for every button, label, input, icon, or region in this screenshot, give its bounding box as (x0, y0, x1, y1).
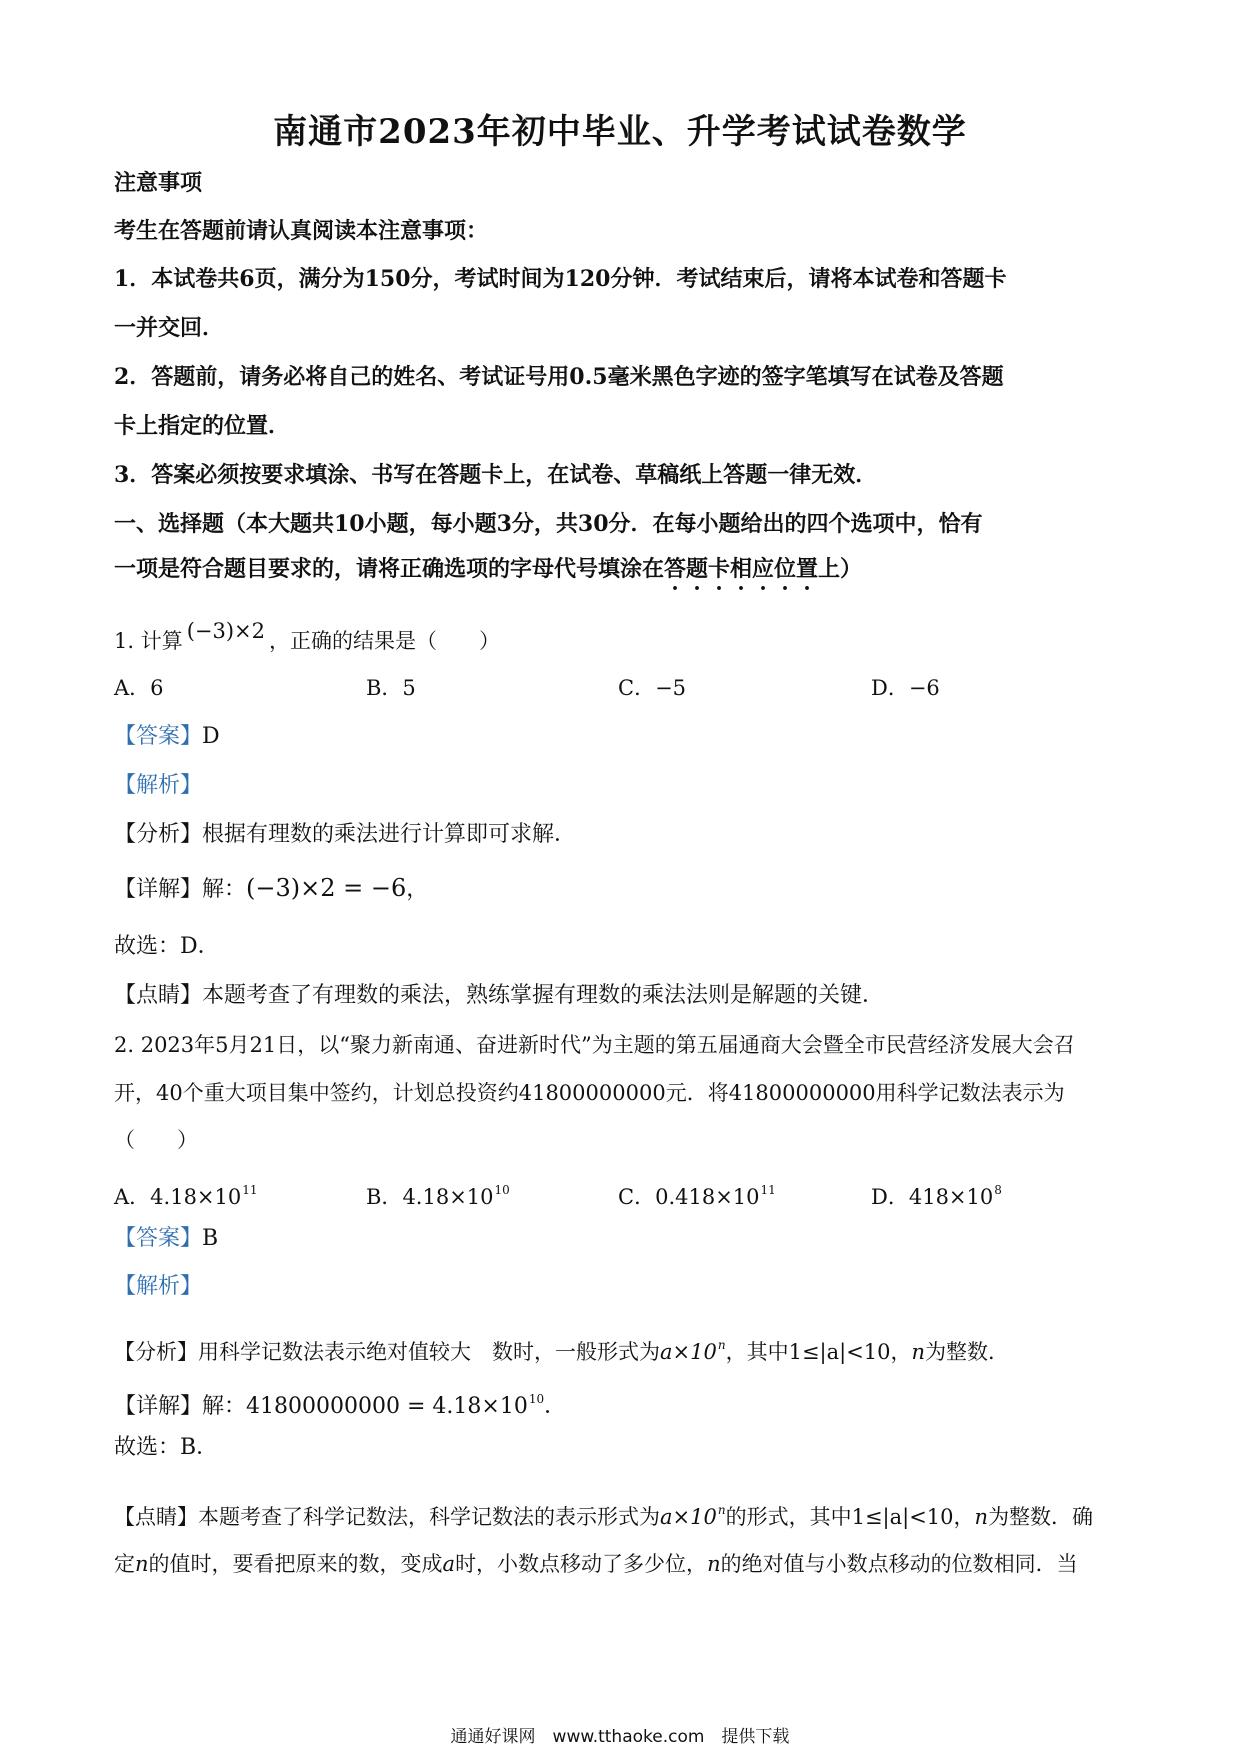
q2-xiangjie-expression: 41800000000 = 4.18×10 (246, 1394, 528, 1419)
q2-xiangjie-tag: 【详解】 (114, 1394, 203, 1419)
q1-detail (114, 873, 1134, 905)
q1-dianjing-text: 本题考查了有理数的乘法，熟练掌握有理数的乘法法则是解题的关键． (202, 983, 885, 1008)
q2-xiangjie-pre: 解： (202, 1394, 247, 1419)
notice-item-1-line-2: 一并交回． (114, 315, 225, 341)
q2-option-b (366, 1175, 510, 1212)
q2-option-a-exp: 11 (242, 1183, 258, 1197)
q2-option-b-label: B． (366, 1185, 403, 1209)
section-1-heading-line-2 (114, 554, 1134, 595)
notice-item-1-line-1: 1．本试卷共6页，满分为150分，考试时间为120分钟．考试结束后，请将本试卷和答题卡 (114, 266, 1007, 292)
notice-item-2-line-2: 卡上指定的位置． (114, 413, 291, 439)
q2-dianjing-b-a: a (442, 1552, 456, 1576)
q2-comment-line-1 (114, 1495, 1134, 1532)
notice-item-3: 3．答案必须按要求填涂、书写在答题卡上，在试卷、草稿纸上答题一律无效． (114, 462, 878, 488)
q2-fenxi-post: 为整数． (925, 1340, 1010, 1364)
page-title: 南通市2023年初中毕业、升学考试试卷数学 (273, 112, 967, 152)
q2-option-b-exp: 10 (494, 1183, 510, 1197)
q2-option-c-label: C． (618, 1185, 656, 1209)
q1-jiexi-tag: 【解析】 (114, 773, 203, 798)
q2-dianjing-b-1: 定 (114, 1552, 135, 1576)
q1-option-d: D．−6 (871, 676, 940, 700)
q2-answer (114, 1224, 1134, 1254)
q2-dianjing-b-3: 时，小数点移动了多少位， (455, 1552, 708, 1576)
q2-fenxi-sep: ， (890, 1340, 912, 1364)
q2-dianjing-a-mid: 的形式，其中 (725, 1505, 852, 1529)
q2-option-a (114, 1175, 258, 1212)
q2-fenxi-form-exp: n (717, 1338, 726, 1352)
q2-option-d (871, 1175, 1002, 1212)
q2-conclusion: 故选：B． (114, 1435, 219, 1460)
section-1-line-2-pre: 一项是符合题目要求的，请将正确选项的字母代号填涂在 (114, 556, 665, 582)
q2-option-d-base: 418×10 (908, 1185, 994, 1209)
q1-answer-value: D (202, 724, 220, 749)
q1-xiangjie-post: ， (406, 877, 429, 902)
question-1-stem (114, 619, 1134, 656)
q2-xiangjie-post: ． (544, 1394, 567, 1419)
q2-dianjing-b-n2: n (707, 1552, 721, 1576)
q1-fenxi-text: 根据有理数的乘法进行计算即可求解． (202, 822, 577, 847)
notice-intro: 考生在答题前请认真阅读本注意事项： (114, 218, 489, 244)
question-2-stem-line-2: 开，40个重大项目集中签约，计划总投资约41800000000元．将41800000000用科学记数法表示为 (114, 1081, 1065, 1105)
q2-dianjing-a-range: 1≤|a|<10 (851, 1505, 954, 1529)
q2-fenxi-mid: ，其中 (725, 1340, 789, 1364)
q2-jiexi-tag: 【解析】 (114, 1274, 203, 1299)
q2-dianjing-a-pre: 本题考查了科学记数法，科学记数法的表示形式为 (198, 1505, 660, 1529)
q2-dianjing-a-n: n (974, 1505, 989, 1529)
q2-dianjing-a-form: a×10 (660, 1505, 717, 1529)
notice-item-2-line-1: 2．答题前，请务必将自己的姓名、考试证号用0.5毫米黑色字迹的签字笔填写在试卷及答题 (114, 364, 1004, 390)
q1-conclusion: 故选：D． (114, 934, 220, 959)
q2-dianjing-b-2: 的值时，要看把原来的数，变成 (148, 1552, 443, 1576)
q2-xiangjie-exp: 10 (528, 1392, 545, 1406)
q1-prefix: 1. 计算 (114, 629, 183, 653)
q1-answer (114, 722, 1134, 752)
q1-suffix: ，正确的结果是（ ） (269, 629, 501, 653)
q2-option-c-base: 0.418×10 (655, 1185, 760, 1209)
q2-dianjing-b-n: n (135, 1552, 149, 1576)
q2-comment-line-2 (114, 1549, 1134, 1579)
q1-xiangjie-expression: (−3)×2 = −6 (246, 874, 407, 902)
question-2-stem-line-1: 2. 2023年5月21日，以“聚力新南通、奋进新时代”为主题的第五届通商大会暨全市民营经济发展大会召 (114, 1033, 1075, 1057)
question-2-stem-line-3: （ ） (114, 1128, 198, 1152)
q2-option-d-exp: 8 (994, 1183, 1002, 1197)
q2-fenxi-tag: 【分析】 (114, 1340, 198, 1364)
q2-fenxi-n: n (911, 1340, 926, 1364)
q1-xiangjie-tag: 【详解】 (114, 877, 203, 902)
q1-option-b: B．5 (366, 676, 416, 700)
q2-analysis (114, 1330, 1134, 1367)
notice-heading: 注意事项 (114, 170, 203, 196)
q2-dianjing-b-4: 的绝对值与小数点移动的位数相同．当 (720, 1552, 1078, 1576)
q1-expression: (−3)×2 (186, 619, 266, 643)
q2-option-b-base: 4.18×10 (402, 1185, 494, 1209)
q2-option-a-base: 4.18×10 (150, 1185, 242, 1209)
q2-answer-tag: 【答案】 (114, 1226, 203, 1251)
q2-option-c (618, 1175, 776, 1212)
q2-fenxi-range: 1≤|a|<10 (788, 1340, 891, 1364)
section-1-line-2-emphasis: 答题卡相应位置 (664, 556, 819, 582)
q1-answer-tag: 【答案】 (114, 724, 203, 749)
q1-analysis (114, 820, 1134, 850)
q2-fenxi-pre: 用科学记数法表示绝对值较大 数时，一般形式为 (198, 1340, 660, 1364)
q2-dianjing-a-exp: n (717, 1503, 726, 1517)
q2-dianjing-a-sep: ， (953, 1505, 975, 1529)
page-footer: 通通好课网 www.tthaoke.com 提供下载 (450, 1727, 790, 1747)
q2-fenxi-form: a×10 (660, 1340, 717, 1364)
q1-comment (114, 981, 1134, 1011)
q1-fenxi-tag: 【分析】 (114, 822, 203, 847)
section-1-heading-line-1: 一、选择题（本大题共10小题，每小题3分，共30分．在每小题给出的四个选项中，恰有 (114, 511, 983, 537)
q1-xiangjie-pre: 解： (202, 877, 247, 902)
q2-answer-value: B (202, 1226, 219, 1251)
q2-option-d-label: D． (871, 1185, 909, 1209)
q1-dianjing-tag: 【点睛】 (114, 983, 203, 1008)
section-1-line-2-post: 上） (818, 556, 863, 582)
q2-detail (114, 1384, 1134, 1422)
q2-option-c-exp: 11 (760, 1183, 776, 1197)
q2-dianjing-tag: 【点睛】 (114, 1505, 198, 1529)
q2-dianjing-a-post: 为整数．确 (988, 1505, 1094, 1529)
q2-option-a-label: A． (114, 1185, 151, 1209)
q1-option-a: A．6 (114, 676, 164, 700)
q1-option-c: C．−5 (618, 676, 687, 700)
